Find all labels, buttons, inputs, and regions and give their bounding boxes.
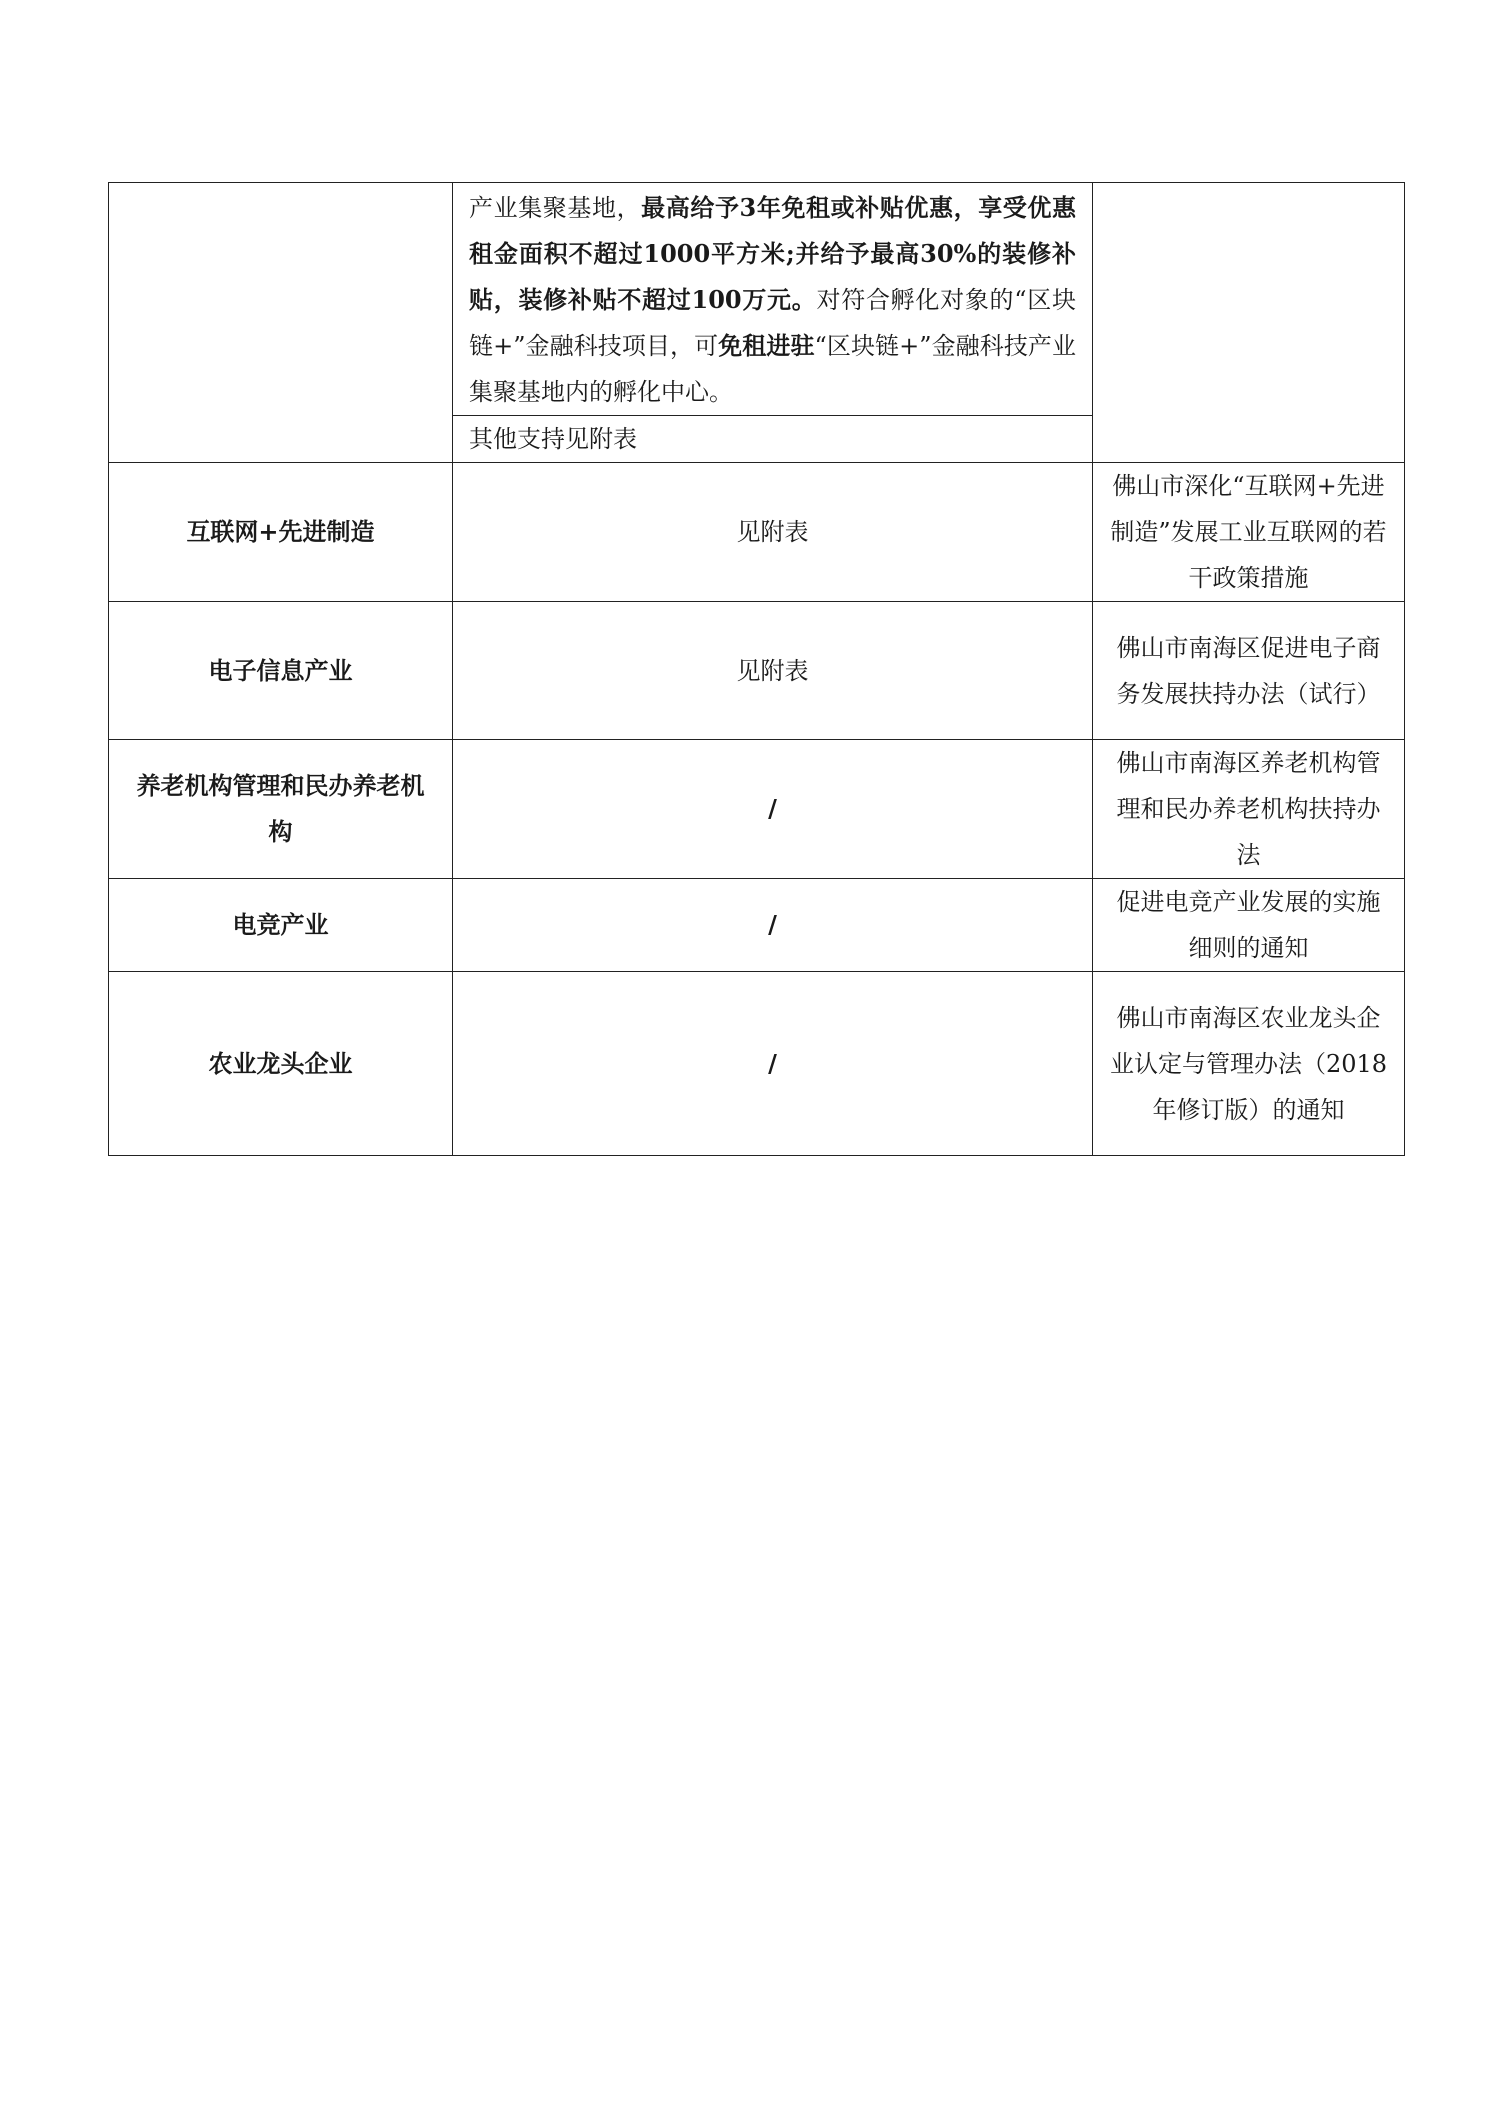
table-row <box>109 602 1405 740</box>
industry-cell: 电子信息产业 <box>109 602 453 740</box>
industry-cell-empty <box>109 183 453 463</box>
industry-cell: 互联网+先进制造 <box>109 463 453 602</box>
detail-text-plain: 产业集聚基地， <box>469 194 642 222</box>
policy-cell: 促进电竞产业发展的实施细则的通知 <box>1093 879 1405 972</box>
policy-table <box>108 182 1405 1156</box>
other-support-cell: 其他支持见附表 <box>453 416 1093 463</box>
detail-text-plain: “区块链+”金融科技产业集聚基地内的孵化中心。 <box>469 332 1076 406</box>
detail-text-bold: 最高给予3年免租或补贴优惠，享受优惠租金面积不超过1000平方米;并给予最高30%的装修补贴，装修补贴不超过100万元。 <box>469 193 1076 314</box>
detail-cell: / <box>453 879 1093 972</box>
industry-cell: 农业龙头企业 <box>109 972 453 1156</box>
detail-cell: 见附表 <box>453 463 1093 602</box>
industry-cell: 电竞产业 <box>109 879 453 972</box>
policy-cell-empty <box>1093 183 1405 463</box>
policy-cell: 佛山市深化“互联网+先进制造”发展工业互联网的若干政策措施 <box>1093 463 1405 602</box>
table-row <box>109 463 1405 602</box>
detail-text-plain: 对符合孵化对象的“区块链+”金融科技项目，可 <box>469 286 1076 360</box>
policy-cell: 佛山市南海区促进电子商务发展扶持办法（试行） <box>1093 602 1405 740</box>
detail-cell: / <box>453 972 1093 1156</box>
support-detail-continued <box>453 183 1093 416</box>
policy-cell: 佛山市南海区农业龙头企业认定与管理办法（2018年修订版）的通知 <box>1093 972 1405 1156</box>
policy-cell: 佛山市南海区养老机构管理和民办养老机构扶持办法 <box>1093 740 1405 879</box>
detail-cell: 见附表 <box>453 602 1093 740</box>
detail-text-bold: 免租进驻 <box>718 331 815 360</box>
table-row <box>109 972 1405 1156</box>
table-row-continued <box>109 183 1405 416</box>
table-row <box>109 740 1405 879</box>
detail-cell: / <box>453 740 1093 879</box>
table-row <box>109 879 1405 972</box>
industry-cell: 养老机构管理和民办养老机构 <box>109 740 453 879</box>
